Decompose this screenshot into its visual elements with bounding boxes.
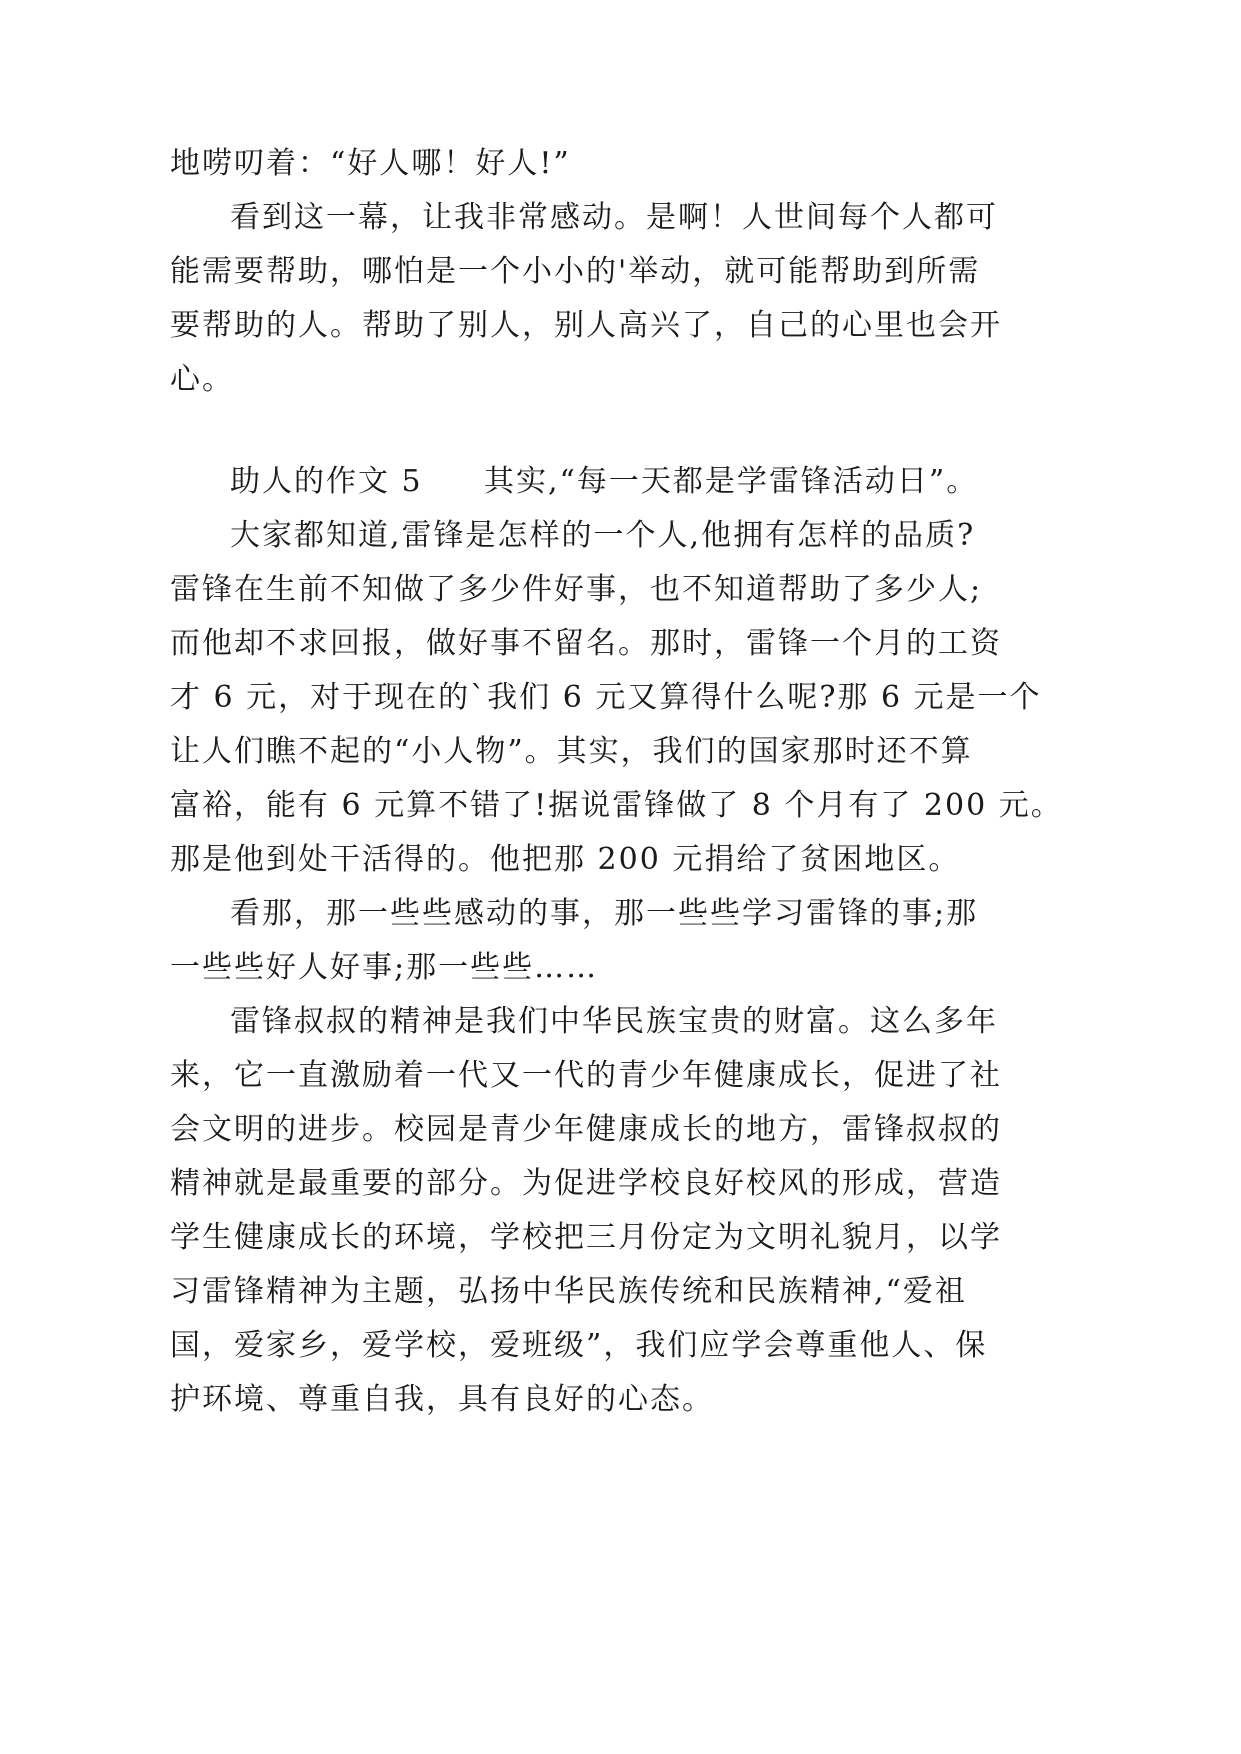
paragraph-line: 要帮助的人。帮助了别人，别人高兴了，自己的心里也会开 xyxy=(170,308,1002,343)
paragraph-line: 雷锋在生前不知做了多少件好事，也不知道帮助了多少人; xyxy=(170,572,983,607)
paragraph-line: 富裕，能有 6 元算不错了!据说雷锋做了 8 个月有了 200 元。 xyxy=(170,788,1063,823)
paragraph-line: 那是他到处干活得的。他把那 200 元捐给了贫困地区。 xyxy=(170,842,961,877)
paragraph-line: 学生健康成长的环境，学校把三月份定为文明礼貌月，以学 xyxy=(170,1220,1002,1255)
paragraph-line: 地唠叨着：“好人哪！好人!” xyxy=(170,146,571,181)
paragraph-line: 让人们瞧不起的“小人物”。其实，我们的国家那时还不算 xyxy=(170,734,973,769)
paragraph-line: 雷锋叔叔的精神是我们中华民族宝贵的财富。这么多年 xyxy=(230,1004,998,1039)
paragraph-line: 看到这一幕，让我非常感动。是啊！人世间每个人都可 xyxy=(230,200,998,235)
paragraph-line: 来，它一直激励着一代又一代的青少年健康成长，促进了社 xyxy=(170,1058,1002,1093)
paragraph-line: 会文明的进步。校园是青少年健康成长的地方，雷锋叔叔的 xyxy=(170,1112,1002,1147)
paragraph-line: 能需要帮助，哪怕是一个小小的'举动，就可能帮助到所需 xyxy=(170,254,981,289)
paragraph-line: 一些些好人好事;那一些些…… xyxy=(170,950,599,985)
paragraph-line: 而他却不求回报，做好事不留名。那时，雷锋一个月的工资 xyxy=(170,626,1002,661)
paragraph-line: 心。 xyxy=(170,362,234,397)
essay-first-sentence: 其实,“每一天都是学雷锋活动日”。 xyxy=(484,464,979,499)
paragraph-line: 才 6 元，对于现在的`我们 6 元又算得什么呢?那 6 元是一个 xyxy=(170,680,1042,715)
paragraph-line: 习雷锋精神为主题，弘扬中华民族传统和民族精神,“爱祖 xyxy=(170,1274,967,1309)
paragraph-line: 精神就是最重要的部分。为促进学校良好校风的形成，营造 xyxy=(170,1166,1002,1201)
paragraph-line: 护环境、尊重自我，具有良好的心态。 xyxy=(170,1382,714,1417)
paragraph-line: 大家都知道,雷锋是怎样的一个人,他拥有怎样的品质? xyxy=(230,518,976,553)
essay-title: 助人的作文 5 xyxy=(230,464,423,499)
paragraph-line: 看那，那一些些感动的事，那一些些学习雷锋的事;那 xyxy=(230,896,979,931)
essay-heading xyxy=(0,462,1241,502)
paragraph-line: 国，爱家乡，爱学校，爱班级”，我们应学会尊重他人、保 xyxy=(170,1328,988,1363)
